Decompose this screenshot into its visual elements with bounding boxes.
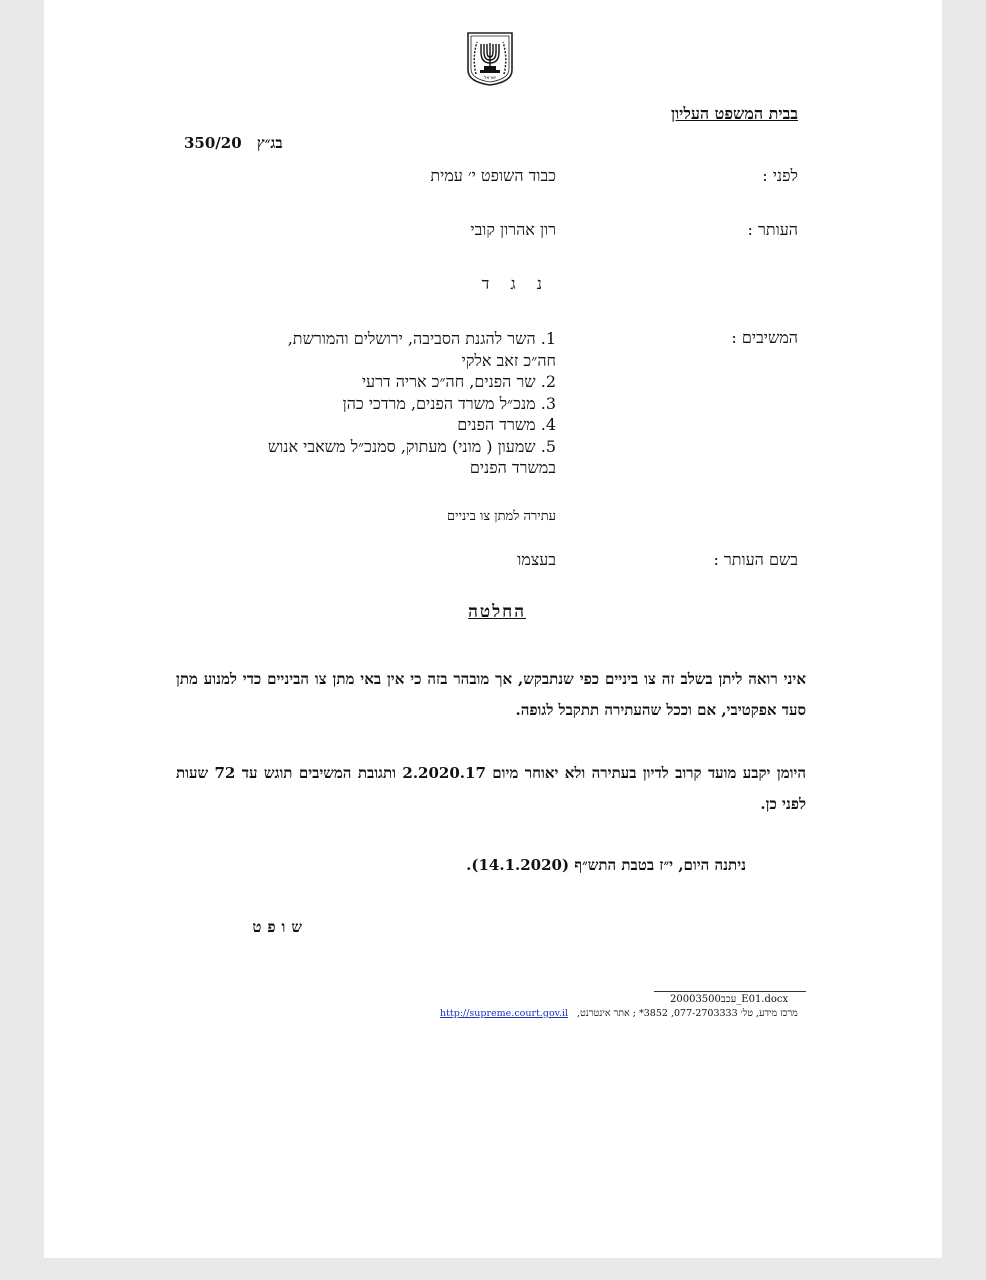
respondent-line: 2. שר הפנים, חה״כ אריה דרעי xyxy=(361,372,556,391)
before-label: לפני : xyxy=(762,166,798,185)
before-value: כבוד השופט י׳ עמית xyxy=(430,166,556,185)
footer-file-line xyxy=(658,994,788,1005)
petitioner-value: רון אהרון קובי xyxy=(470,220,556,239)
court-name: בבית המשפט העליון xyxy=(670,104,798,123)
versus-text: נ ג ד xyxy=(481,274,550,293)
respondents-list xyxy=(268,328,556,479)
decision-paragraph-1: איני רואה ליתן בשלב זה צו ביניים כפי שנתבקש, אך מובהר בזה כי אין באי מתן צו הביניים כדי למנוע מתן סעד אפקטיבי, אם וככל שהעתירה תתקבל לגופה. xyxy=(176,670,806,719)
document-page xyxy=(44,0,942,1258)
footer-contact-line xyxy=(440,1008,798,1019)
footer-divider xyxy=(654,991,806,992)
menorah-emblem-icon xyxy=(462,30,518,86)
respondent-line: במשרד הפנים xyxy=(469,458,556,477)
for-petitioner-label: בשם העותר : xyxy=(713,550,798,569)
decision-paragraph-2: היומן יקבע מועד קרוב לדיון בעתירה ולא יאוחר מיום 2.2020.17 ותגובת המשיבים תוגש עד 72 שעות לפני כן. xyxy=(176,764,806,813)
respondent-line: 4. משרד הפנים xyxy=(457,415,556,434)
case-number: 350/20 xyxy=(184,134,242,152)
decision-title: החלטה xyxy=(468,602,526,622)
contact-text: מרכז מידע, טל׳ 077-2703333, 3852* ; אתר אינטרנט, xyxy=(577,1008,798,1019)
footer-file-tag: עכב xyxy=(720,994,737,1005)
petition-type: עתירה למתן צו ביניים xyxy=(447,509,556,524)
petitioner-label: העותר : xyxy=(747,220,798,239)
judge-signature-label: שופט xyxy=(252,918,308,936)
for-petitioner-value: בעצמו xyxy=(517,550,556,569)
respondent-line: 3. מנכ״ל משרד הפנים, מרדכי כהן xyxy=(342,393,556,413)
respondent-line: 1. השר להגנת הסביבה, ירושלים והמורשת, xyxy=(287,329,556,348)
footer-file-name: 20003500_E01.docx xyxy=(670,994,789,1005)
website-link[interactable]: http://supreme.court.gov.il xyxy=(440,1008,568,1019)
given-date: ניתנה היום, י״ז בטבת התש״ף (14.1.2020). xyxy=(466,856,746,874)
case-number-line xyxy=(184,134,291,153)
emblem-text: ישראל xyxy=(483,76,497,81)
respondent-line: 5. שמעון ( מוני) מעתוק, סמנכ״ל משאבי אנוש xyxy=(267,436,556,456)
case-prefix: בג״ץ xyxy=(256,134,283,152)
respondent-line: חה״כ זאב אלקי xyxy=(461,350,556,370)
respondents-label: המשיבים : xyxy=(731,328,798,347)
